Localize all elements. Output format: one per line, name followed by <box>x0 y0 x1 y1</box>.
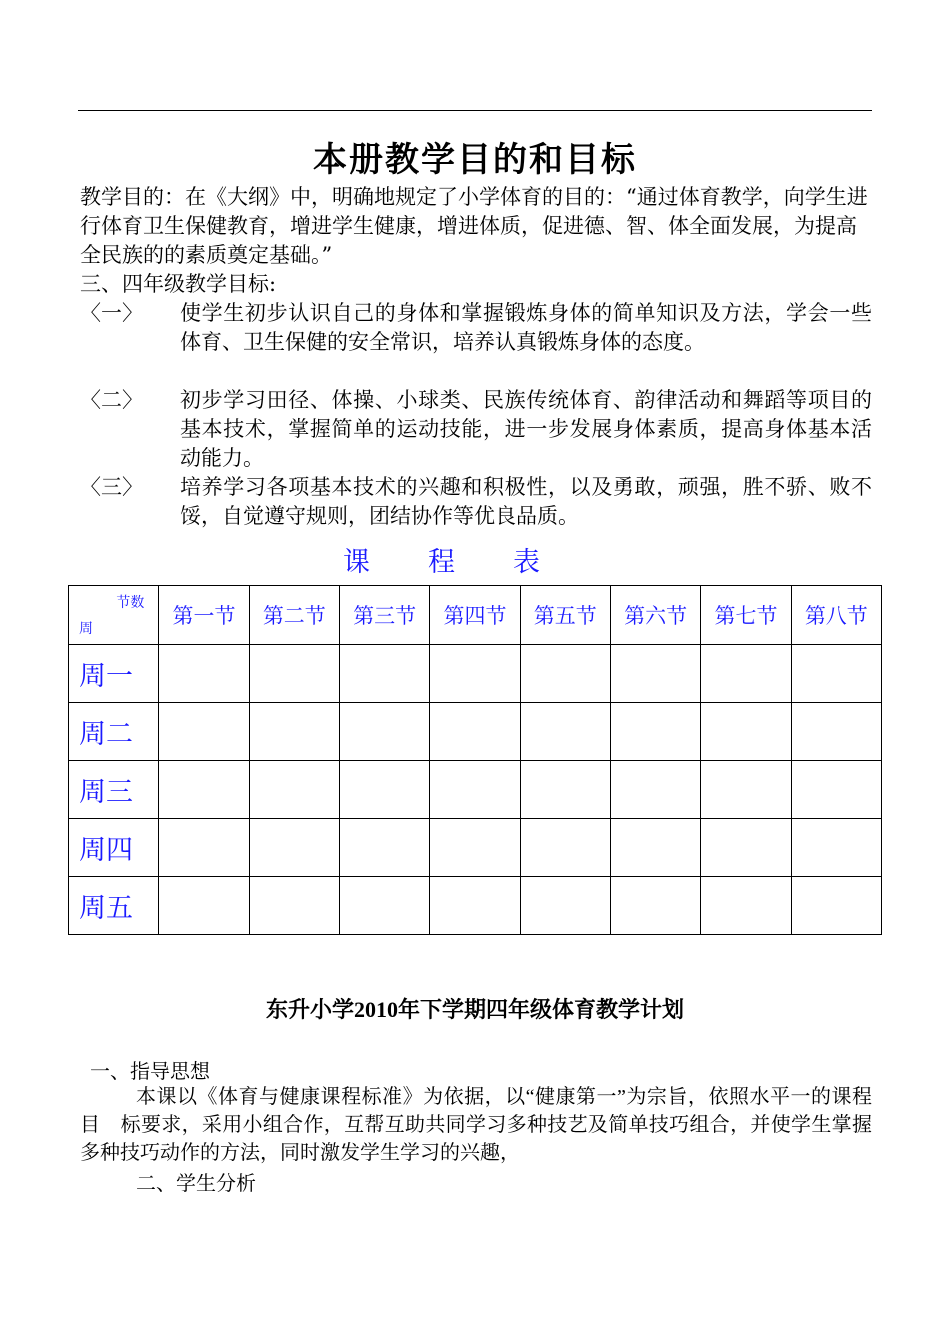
schedule-cell[interactable] <box>791 819 881 877</box>
schedule-cell[interactable] <box>791 877 881 935</box>
schedule-title-char: 课 <box>343 547 372 578</box>
schedule-cell[interactable] <box>430 703 520 761</box>
period-header: 第三节 <box>339 586 429 645</box>
schedule-cell[interactable] <box>249 819 339 877</box>
schedule-cell[interactable] <box>159 703 249 761</box>
section-heading-students: 二、学生分析 <box>136 1173 256 1195</box>
schedule-cell[interactable] <box>520 645 610 703</box>
goal-text: 初步学习田径、体操、小球类、民族传统体育、韵律活动和舞蹈等项目的基本技术，掌握简单的运动技能，进一步发展身体素质，提高身体基本活动能力。 <box>180 388 872 470</box>
schedule-cell[interactable] <box>430 819 520 877</box>
grade-goals-heading: 三、四年级教学目标: <box>80 272 277 296</box>
schedule-cell[interactable] <box>520 819 610 877</box>
day-label: 周四 <box>69 819 159 877</box>
schedule-cell[interactable] <box>159 645 249 703</box>
schedule-row <box>69 761 882 819</box>
day-label: 周二 <box>69 703 159 761</box>
schedule-cell[interactable] <box>520 703 610 761</box>
period-header: 第一节 <box>159 586 249 645</box>
period-header: 第六节 <box>610 586 700 645</box>
schedule-title-char: 表 <box>513 547 542 578</box>
schedule-cell[interactable] <box>701 703 791 761</box>
schedule-title-char: 程 <box>428 547 457 578</box>
schedule-header-row <box>69 586 882 645</box>
schedule-cell[interactable] <box>701 877 791 935</box>
schedule-row <box>69 703 882 761</box>
schedule-cell[interactable] <box>159 761 249 819</box>
goal-text: 使学生初步认识自己的身体和掌握锻炼身体的简单知识及方法，学会一些体育、卫生保健的安全常识，培养认真锻炼身体的态度。 <box>180 301 872 354</box>
day-label: 周一 <box>69 645 159 703</box>
goal-text: 培养学习各项基本技术的兴趣和积极性，以及勇敢，顽强，胜不骄、败不馁，自觉遵守规则，团结协作等优良品质。 <box>180 475 872 528</box>
goal-item <box>80 299 872 357</box>
schedule-cell[interactable] <box>339 761 429 819</box>
corner-cell <box>69 586 159 645</box>
schedule-cell[interactable] <box>249 645 339 703</box>
day-label: 周三 <box>69 761 159 819</box>
schedule-cell[interactable] <box>159 877 249 935</box>
schedule-cell[interactable] <box>430 645 520 703</box>
schedule-cell[interactable] <box>610 645 700 703</box>
schedule-cell[interactable] <box>791 645 881 703</box>
schedule-table <box>68 585 882 935</box>
schedule-cell[interactable] <box>339 645 429 703</box>
goal-number: 〈二〉 <box>80 388 143 412</box>
schedule-cell[interactable] <box>520 877 610 935</box>
goal-number: 〈一〉 <box>80 301 143 325</box>
schedule-cell[interactable] <box>791 761 881 819</box>
teaching-purpose-paragraph: 教学目的：在《大纲》中，明确地规定了小学体育的目的：“通过体育教学，向学生进行体育卫生保健教育，增进学生健康，增进体质，促进德、智、体全面发展，为提高全民族的的素质奠定基础。” <box>80 185 868 267</box>
day-label: 周五 <box>69 877 159 935</box>
period-header: 第四节 <box>430 586 520 645</box>
goal-number: 〈三〉 <box>80 475 143 499</box>
corner-bottom-label: 周 <box>79 620 93 636</box>
schedule-cell[interactable] <box>159 819 249 877</box>
schedule-cell[interactable] <box>610 819 700 877</box>
header-rule <box>78 110 872 111</box>
schedule-row <box>69 645 882 703</box>
schedule-cell[interactable] <box>249 761 339 819</box>
schedule-cell[interactable] <box>610 761 700 819</box>
schedule-cell[interactable] <box>520 761 610 819</box>
schedule-cell[interactable] <box>430 761 520 819</box>
schedule-row <box>69 877 882 935</box>
goal-item <box>80 386 872 473</box>
schedule-cell[interactable] <box>430 877 520 935</box>
schedule-title <box>343 540 542 579</box>
corner-top-label: 节数 <box>116 594 145 610</box>
plan-title: 东升小学2010年下学期四年级体育教学计划 <box>265 997 684 1022</box>
period-header: 第八节 <box>791 586 881 645</box>
period-header: 第二节 <box>249 586 339 645</box>
schedule-cell[interactable] <box>610 877 700 935</box>
period-header: 第七节 <box>701 586 791 645</box>
schedule-cell[interactable] <box>701 819 791 877</box>
goal-item <box>80 473 872 531</box>
period-header: 第五节 <box>520 586 610 645</box>
schedule-cell[interactable] <box>339 819 429 877</box>
schedule-cell[interactable] <box>610 703 700 761</box>
schedule-cell[interactable] <box>701 645 791 703</box>
schedule-cell[interactable] <box>249 703 339 761</box>
schedule-cell[interactable] <box>339 877 429 935</box>
section-heading-guiding: 一、指导思想 <box>90 1061 210 1083</box>
schedule-cell[interactable] <box>339 703 429 761</box>
schedule-cell[interactable] <box>701 761 791 819</box>
schedule-row <box>69 819 882 877</box>
schedule-cell[interactable] <box>249 877 339 935</box>
page-title: 本册教学目的和目标 <box>313 140 637 180</box>
schedule-cell[interactable] <box>791 703 881 761</box>
guiding-paragraph: 本课以《体育与健康课程标准》为依据，以“健康第一”为宗旨，依照水平一的课程目 标要求，采用小组合作，互帮互助共同学习多种技艺及简单技巧组合，并使学生掌握多种技巧动作的方法，同时激发学生学习的兴趣， <box>80 1086 872 1164</box>
